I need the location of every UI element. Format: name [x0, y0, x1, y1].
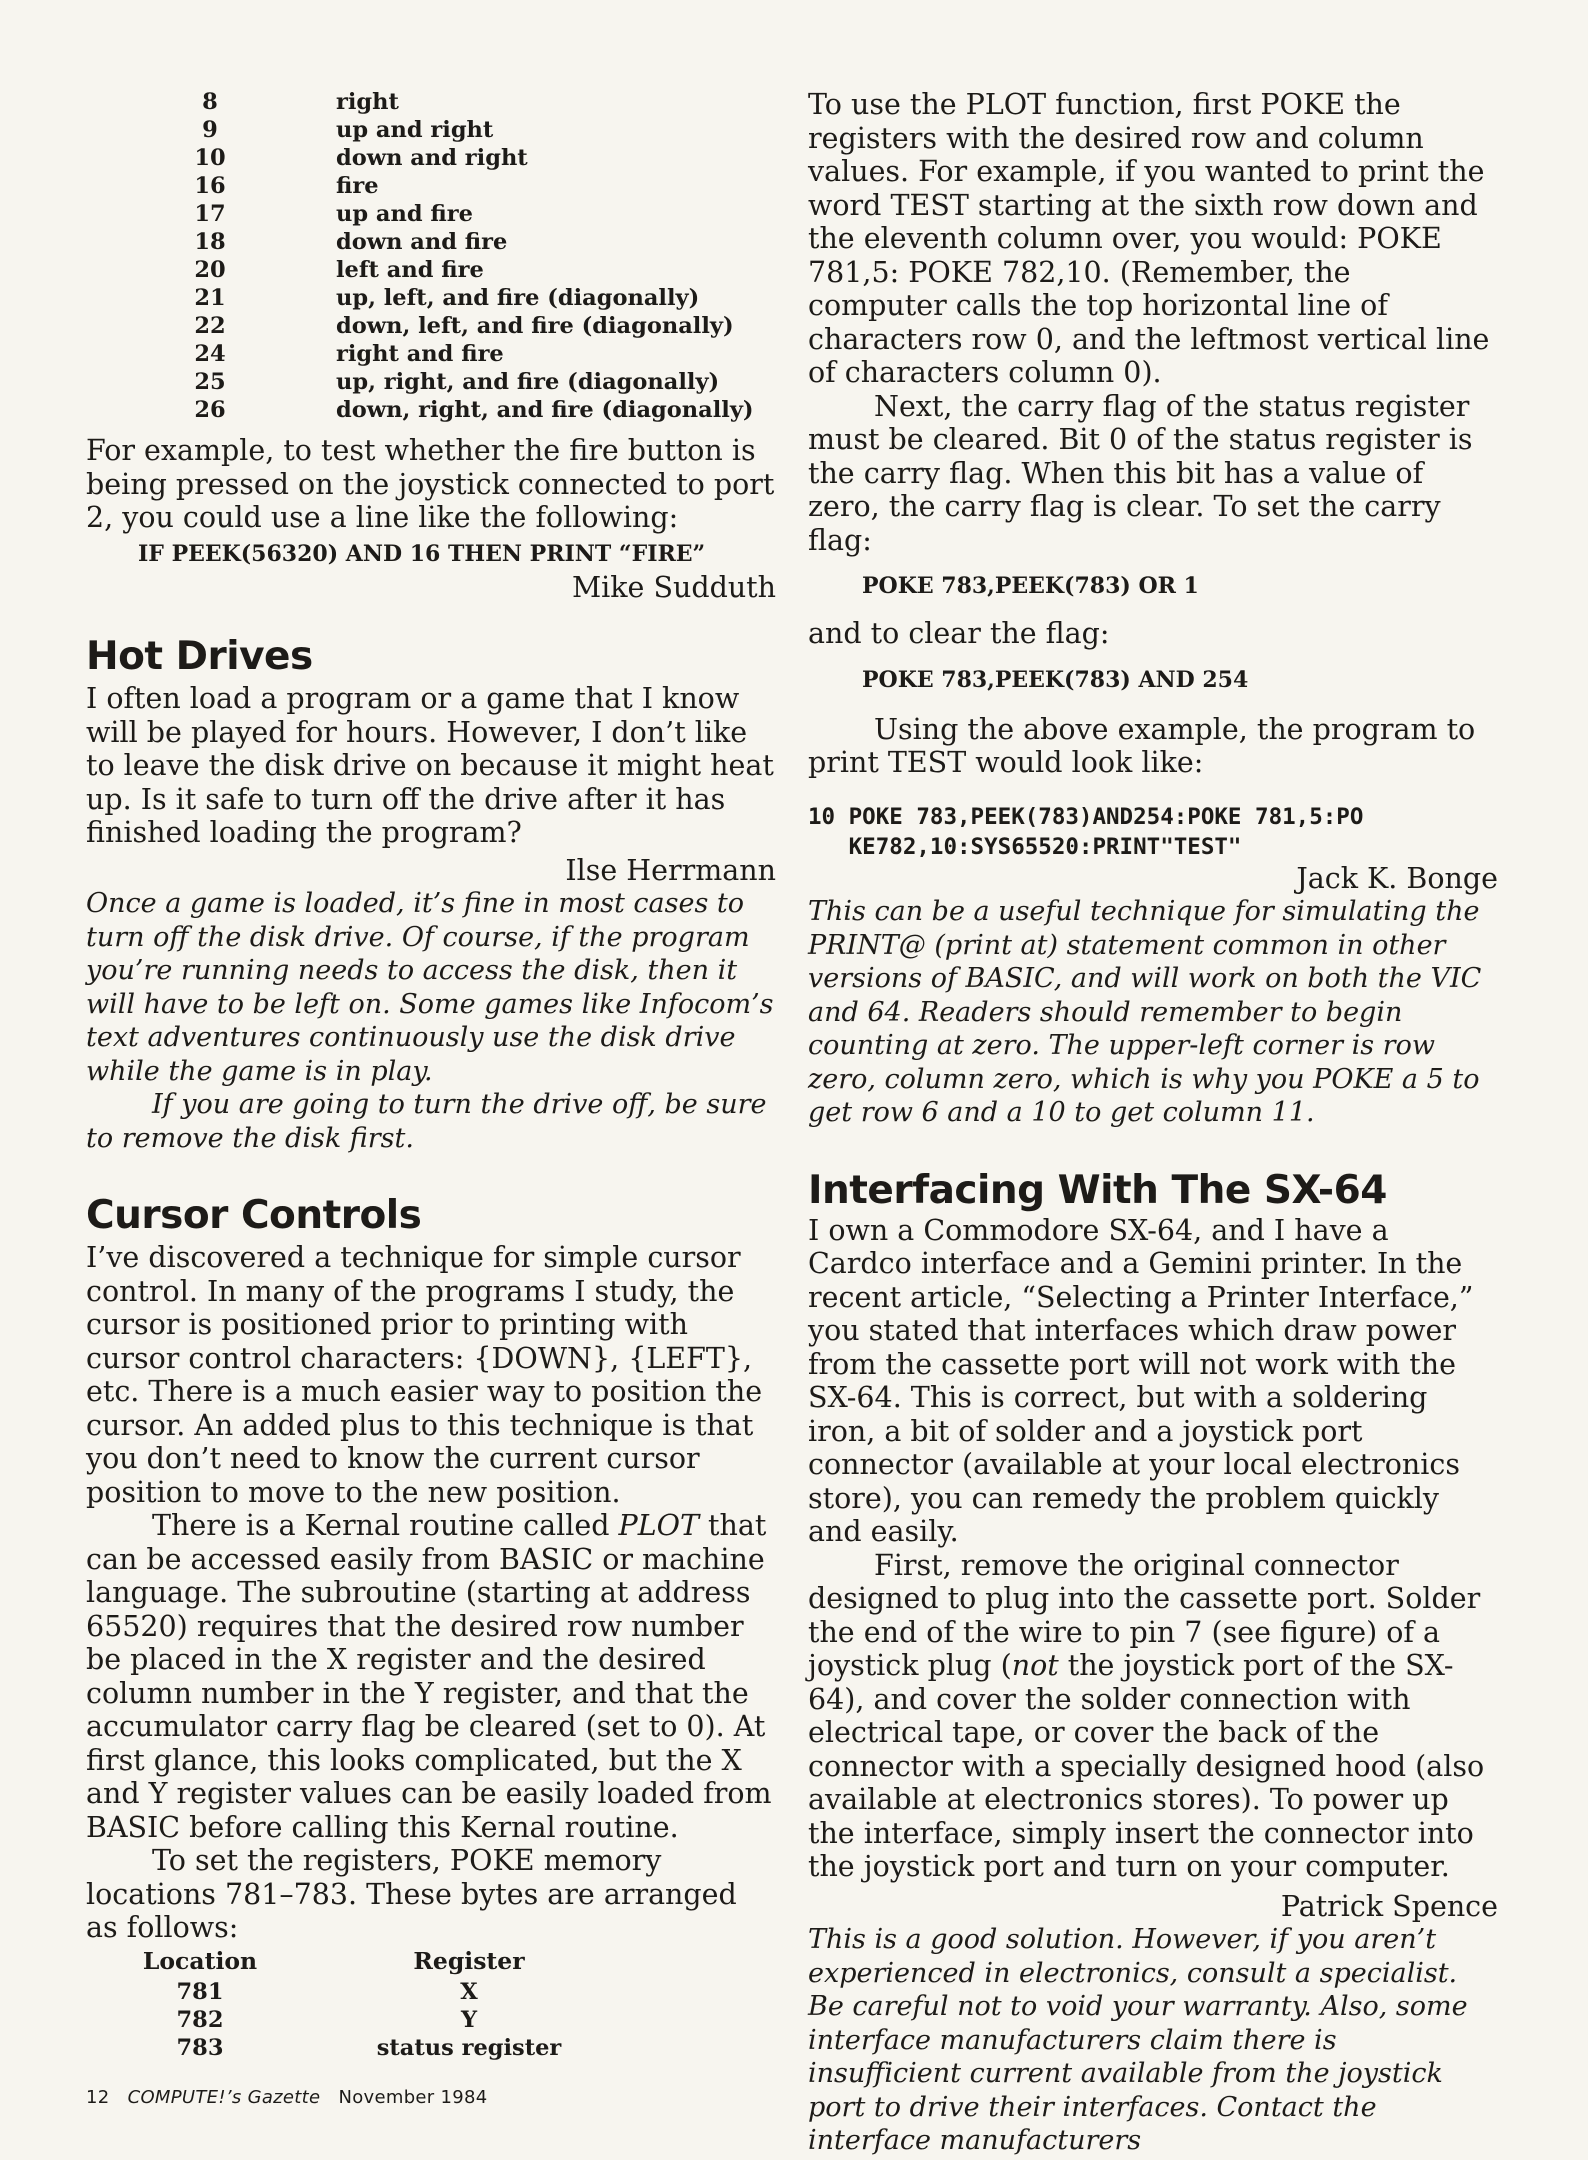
joystick-value: 16: [194, 173, 226, 199]
joystick-meaning: right: [336, 89, 399, 115]
publication-name: COMPUTE!’s Gazette: [127, 2087, 321, 2108]
cursor-p3: To set the registers, POKE memory locations 781–783. These bytes are arranged as follows:: [86, 1844, 737, 1944]
issue-date: November 1984: [338, 2087, 488, 2108]
joystick-spacer: [240, 200, 336, 228]
joystick-row: [180, 256, 754, 284]
plot-emphasis: PLOT: [618, 1509, 699, 1542]
register-name: Y: [460, 2006, 478, 2033]
joystick-meaning: down and fire: [336, 229, 508, 255]
joystick-row: [180, 144, 754, 172]
heading-interfacing-sx64: Interfacing With The SX-64: [808, 1167, 1387, 1213]
hot-drives-reply: [86, 887, 776, 1155]
register-row: [130, 2034, 668, 2062]
joystick-meaning: left and fire: [336, 257, 484, 283]
joystick-row: [180, 368, 754, 396]
joystick-row: [180, 228, 754, 256]
joystick-row: [180, 88, 754, 116]
joystick-row: [180, 312, 754, 340]
cursor-p6: and to clear the flag:: [808, 617, 1110, 650]
joystick-value: 10: [194, 145, 226, 171]
joystick-row: [180, 340, 754, 368]
listing-line-2: KE782,10:SYS65520:PRINT"TEST": [808, 833, 1242, 860]
joystick-value: 21: [194, 285, 226, 311]
hot-drives-reply-2: If you are going to turn the drive off, be sure to remove the disk first.: [86, 1089, 767, 1154]
cursor-reply: [808, 895, 1498, 1130]
joystick-value: 17: [194, 201, 226, 227]
joystick-value: 9: [202, 117, 218, 143]
register-location: 781: [176, 1978, 224, 2005]
joystick-meaning: down and right: [336, 145, 528, 171]
signature-spence: Patrick Spence: [1280, 1889, 1498, 1923]
joystick-row: [180, 172, 754, 200]
joystick-value: 24: [194, 341, 226, 367]
joystick-meaning: right and fire: [336, 341, 504, 367]
cursor-p7: Using the above example, the program to print TEST would look like:: [808, 712, 1476, 779]
cursor-p1: I’ve discovered a technique for simple cursor control. In many of the programs I study, the cursor is positioned prior to printing with cursor control characters: {DOWN}, {LEFT}, etc. There is a much easier way to position the cursor. An added plus to this technique is that you don’t need to know the current cursor position to move to the new position.: [86, 1241, 763, 1509]
fire-example-code: IF PEEK(56320) AND 16 THEN PRINT “FIRE”: [138, 540, 706, 567]
joystick-value: 22: [194, 313, 226, 339]
hot-drives-reply-1: Once a game is loaded, it’s fine in most cases to turn off the disk drive. Of course, if the program you’re running needs to access the disk, then it will have to be left on. Some games like Infocom’s text adventures continuously use the disk drive while the game is in play.: [86, 888, 774, 1087]
joystick-values-table: [180, 88, 754, 424]
heading-cursor-controls: Cursor Controls: [86, 1193, 422, 1238]
joystick-row: [180, 116, 754, 144]
sx64-p1: I own a Commodore SX-64, and I have a Cardco interface and a Gemini printer. In the recent article, “Selecting a Printer Interface,” you stated that interfaces which draw power from the cassette port will not work with the SX-64. This is correct, but with a soldering iron, a bit of solder and a joystick port connector (available at your local electronics store), you can remedy the problem quickly and easily.: [808, 1213, 1474, 1548]
register-table: [130, 1945, 668, 2062]
cursor-p2: There is a Kernal routine called PLOT that can be accessed easily from BASIC or machine language. The subroutine (starting at address 65520) requires that the desired row number be placed in the X register and the desired column number in the Y register, and that the accumulator carry flag be cleared (set to 0). At first glance, this looks complicated, but the X and Y register values can be easily loaded from BASIC before calling this Kernal routine.: [86, 1509, 772, 1844]
joystick-meaning: up and fire: [336, 201, 473, 227]
page-number: 12: [86, 2087, 110, 2108]
joystick-spacer: [240, 228, 336, 256]
reg-header-location: Location: [142, 1946, 258, 1975]
joystick-spacer: [240, 116, 336, 144]
fire-example-text: For example, to test whether the fire button is being pressed on the joystick connected to port 2, you could use a line like the following:: [86, 434, 775, 534]
cursor-p4: To use the PLOT function, first POKE the registers with the desired row and column values. For example, if you wanted to print the word TEST starting at the sixth row down and the eleventh column over, you would: POKE 781,5: POKE 782,10. (Remember, the computer calls the top horizontal line of characters row 0, and the leftmost vertical line of characters column 0).: [808, 88, 1490, 389]
left-column: [86, 88, 776, 2062]
joystick-meaning: up and right: [336, 117, 494, 143]
joystick-spacer: [240, 144, 336, 172]
joystick-value: 18: [194, 229, 226, 255]
joystick-meaning: down, left, and fire (diagonally): [336, 313, 734, 339]
joystick-spacer: [240, 340, 336, 368]
joystick-row: [180, 200, 754, 228]
register-row: [130, 1978, 668, 2006]
code-clear-carry: POKE 783,PEEK(783) AND 254: [862, 666, 1249, 693]
right-column: [808, 88, 1498, 2158]
joystick-spacer: [240, 368, 336, 396]
register-location: 783: [176, 2034, 224, 2061]
signature-sudduth: Mike Sudduth: [571, 570, 776, 604]
cursor-p5: Next, the carry flag of the status register must be cleared. Bit 0 of the status register is the carry flag. When this bit has a value of zero, the carry flag is clear. To set the carry flag:: [808, 389, 1473, 557]
signature-bonge: Jack K. Bonge: [1296, 861, 1498, 895]
cursor-reply-text: This can be a useful technique for simulating the PRINT@ (print at) statement common in other versions of BASIC, and will work on both the VIC and 64. Readers should remember to begin counting at zero. The upper-left corner is row zero, column zero, which is why you POKE a 5 to get row 6 and a 10 to get column 11.: [808, 896, 1482, 1128]
joystick-spacer: [240, 312, 336, 340]
register-row: [130, 2006, 668, 2034]
joystick-spacer: [240, 256, 336, 284]
joystick-value: 25: [194, 369, 226, 395]
register-location: 782: [176, 2006, 224, 2033]
joystick-meaning: up, right, and fire (diagonally): [336, 369, 720, 395]
joystick-meaning: down, right, and fire (diagonally): [336, 397, 754, 423]
joystick-value: 8: [202, 89, 218, 115]
sx64-p2: First, remove the original connector designed to plug into the cassette port. Solder the end of the wire to pin 7 (see figure) of a joystick plug (not the joystick port of the SX-64), and cover the solder connection with electrical tape, or cover the back of the connector with a specially designed hood (also available at electronics stores). To power up the interface, simply insert the connector into the joystick port and turn on your computer.: [808, 1548, 1485, 1883]
joystick-spacer: [240, 88, 336, 116]
joystick-meaning: fire: [336, 173, 379, 199]
page-footer: [86, 2087, 488, 2108]
sx64-reply: [808, 1923, 1498, 2158]
joystick-spacer: [240, 396, 336, 424]
hot-drives-letter: I often load a program or a game that I know will be played for hours. However, I don’t like to leave the disk drive on because it might heat up. Is it safe to turn off the drive after it has finished loading the program?: [86, 682, 774, 849]
register-name: status register: [376, 2034, 562, 2061]
joystick-row: [180, 396, 754, 424]
joystick-spacer: [240, 172, 336, 200]
reg-header-register: Register: [413, 1946, 525, 1975]
signature-herrmann: Ilse Herrmann: [565, 853, 776, 887]
joystick-row: [180, 284, 754, 312]
joystick-value: 20: [194, 257, 226, 283]
joystick-spacer: [240, 284, 336, 312]
sx64-reply-text: This is a good solution. However, if you aren’t experienced in electronics, consult a specialist. Be careful not to void your warranty. Also, some interface manufacturers claim there is insufficient current available from the joystick port to drive their interfaces. Contact the interface manufacturers: [808, 1924, 1468, 2156]
register-name: X: [460, 1978, 478, 2005]
program-listing: [808, 802, 1498, 862]
joystick-meaning: up, left, and fire (diagonally): [336, 285, 700, 311]
not-emphasis: not: [1011, 1649, 1059, 1682]
joystick-value: 26: [194, 397, 226, 423]
code-set-carry: POKE 783,PEEK(783) OR 1: [862, 573, 1199, 599]
heading-hot-drives: Hot Drives: [86, 634, 313, 679]
listing-line-1: 10 POKE 783,PEEK(783)AND254:POKE 781,5:PO: [808, 803, 1364, 830]
